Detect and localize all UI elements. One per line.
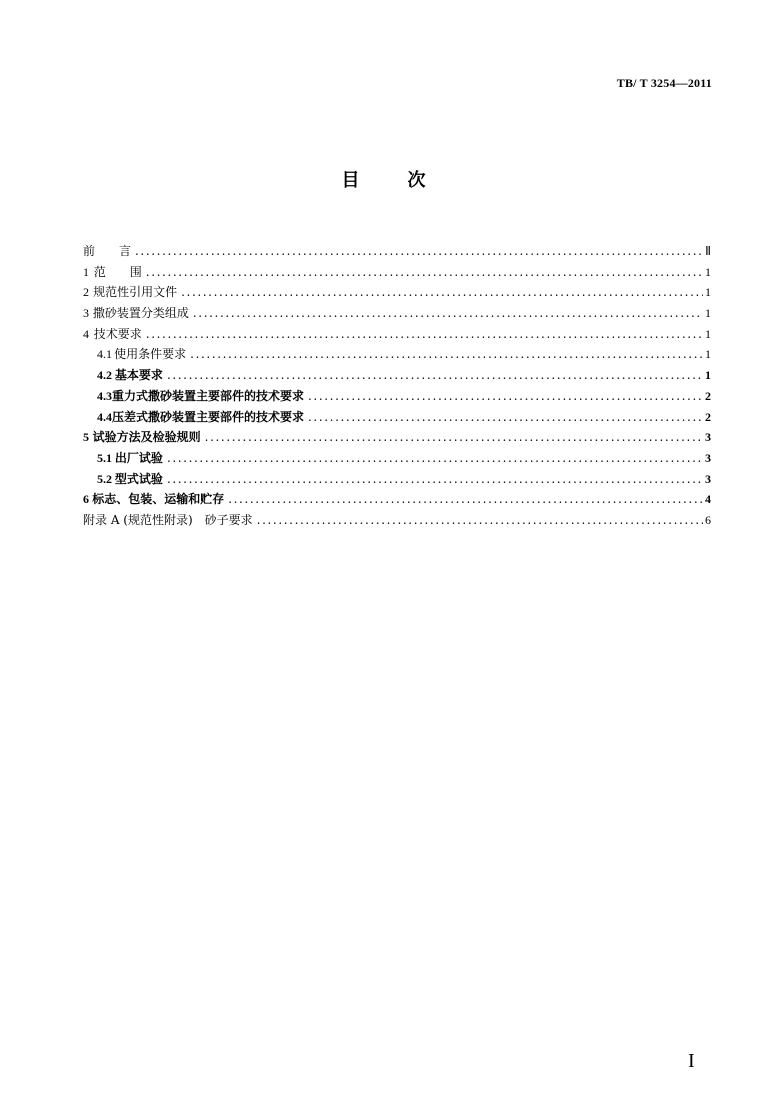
toc-entry-page: 4 [705, 492, 711, 507]
toc-entry[interactable] [83, 365, 711, 386]
toc-entry[interactable] [83, 282, 711, 303]
toc-entry[interactable] [83, 241, 711, 262]
toc-dot-leader [135, 241, 703, 262]
toc-entry-label: 撒砂装置分类组成 [92, 306, 189, 321]
toc-dot-leader [146, 324, 703, 345]
toc-entry-label: 标志、包装、运输和贮存 [92, 492, 225, 507]
toc-entry-page: 1 [705, 285, 711, 300]
toc-entry-number: 1 [83, 264, 89, 279]
toc-entry-page: 3 [705, 471, 711, 486]
toc-entry-page: 1 [705, 264, 711, 279]
toc-entry-label: 基本要求 [114, 368, 163, 383]
toc-entry-page: 3 [705, 430, 711, 445]
toc-entry-number: 5 [83, 430, 89, 445]
toc-entry-page: 1 [705, 306, 711, 321]
toc-entry-page: 2 [705, 409, 711, 424]
page-number: I [688, 1050, 695, 1072]
toc-entry-label: 重力式撒砂装置主要部件的技术要求 [112, 388, 305, 403]
toc-entry-number: 4.2 [97, 368, 112, 383]
toc-dot-leader [167, 469, 703, 490]
toc-entry-label: 技术要求 [93, 326, 142, 341]
toc-entry-number: 4.3 [97, 388, 112, 403]
toc-entry[interactable] [83, 469, 711, 490]
toc-entry-number: 4 [83, 326, 89, 341]
toc-entry-page: Ⅱ [705, 244, 711, 258]
toc-dot-leader [181, 282, 703, 303]
toc-entry-number: 6 [83, 492, 89, 507]
toc-entry-label: 附录 A (规范性附录) 砂子要求 [83, 512, 253, 527]
toc-dot-leader [228, 489, 703, 510]
toc-entry-label: 规范性引用文件 [93, 285, 178, 300]
toc-entry-page: 2 [705, 388, 711, 403]
toc-entry[interactable] [83, 262, 711, 283]
toc-entry-page: 3 [705, 450, 711, 465]
toc-entry-page: 1 [705, 368, 711, 383]
toc-entry[interactable] [83, 407, 711, 428]
toc-entry[interactable] [83, 324, 711, 345]
toc-entry-label: 出厂试验 [114, 450, 163, 465]
toc-entry[interactable] [83, 344, 711, 365]
table-of-contents [83, 241, 711, 531]
toc-entry[interactable] [83, 489, 711, 510]
toc-dot-leader [308, 386, 703, 407]
toc-entry-number: 3 [83, 306, 89, 321]
toc-entry[interactable] [83, 510, 711, 531]
toc-entry-label: 压差式撒砂装置主要部件的技术要求 [112, 409, 305, 424]
toc-entry-page: 6 [705, 512, 711, 527]
toc-dot-leader [167, 448, 703, 469]
toc-dot-leader [205, 427, 703, 448]
toc-entry[interactable] [83, 386, 711, 407]
toc-entry-number: 5.1 [97, 450, 112, 465]
toc-title-right: 次 [407, 170, 426, 191]
toc-title-left: 目 [341, 170, 360, 191]
toc-title [0, 166, 767, 192]
toc-entry-label: 型式试验 [114, 471, 163, 486]
toc-entry-number: 4.1 [97, 347, 112, 362]
toc-dot-leader [146, 262, 703, 283]
toc-entry-page: 1 [705, 326, 711, 341]
toc-entry-number: 5.2 [97, 471, 112, 486]
toc-entry-label: 试验方法及检验规则 [92, 430, 201, 445]
toc-entry[interactable] [83, 427, 711, 448]
toc-dot-leader [257, 510, 703, 531]
toc-dot-leader [167, 365, 703, 386]
toc-entry-label: 前 言 [83, 244, 132, 258]
toc-entry-number: 4.4 [97, 409, 112, 424]
toc-entry[interactable] [83, 303, 711, 324]
toc-dot-leader [190, 344, 703, 365]
toc-entry-page: 1 [705, 347, 711, 362]
toc-entry-label: 使用条件要求 [114, 347, 187, 362]
toc-entry-number: 2 [83, 285, 89, 300]
toc-dot-leader [308, 407, 703, 428]
toc-entry[interactable] [83, 448, 711, 469]
toc-entry-label: 范 围 [93, 264, 142, 279]
standard-code: TB/ T 3254—2011 [616, 76, 712, 90]
toc-dot-leader [193, 303, 703, 324]
